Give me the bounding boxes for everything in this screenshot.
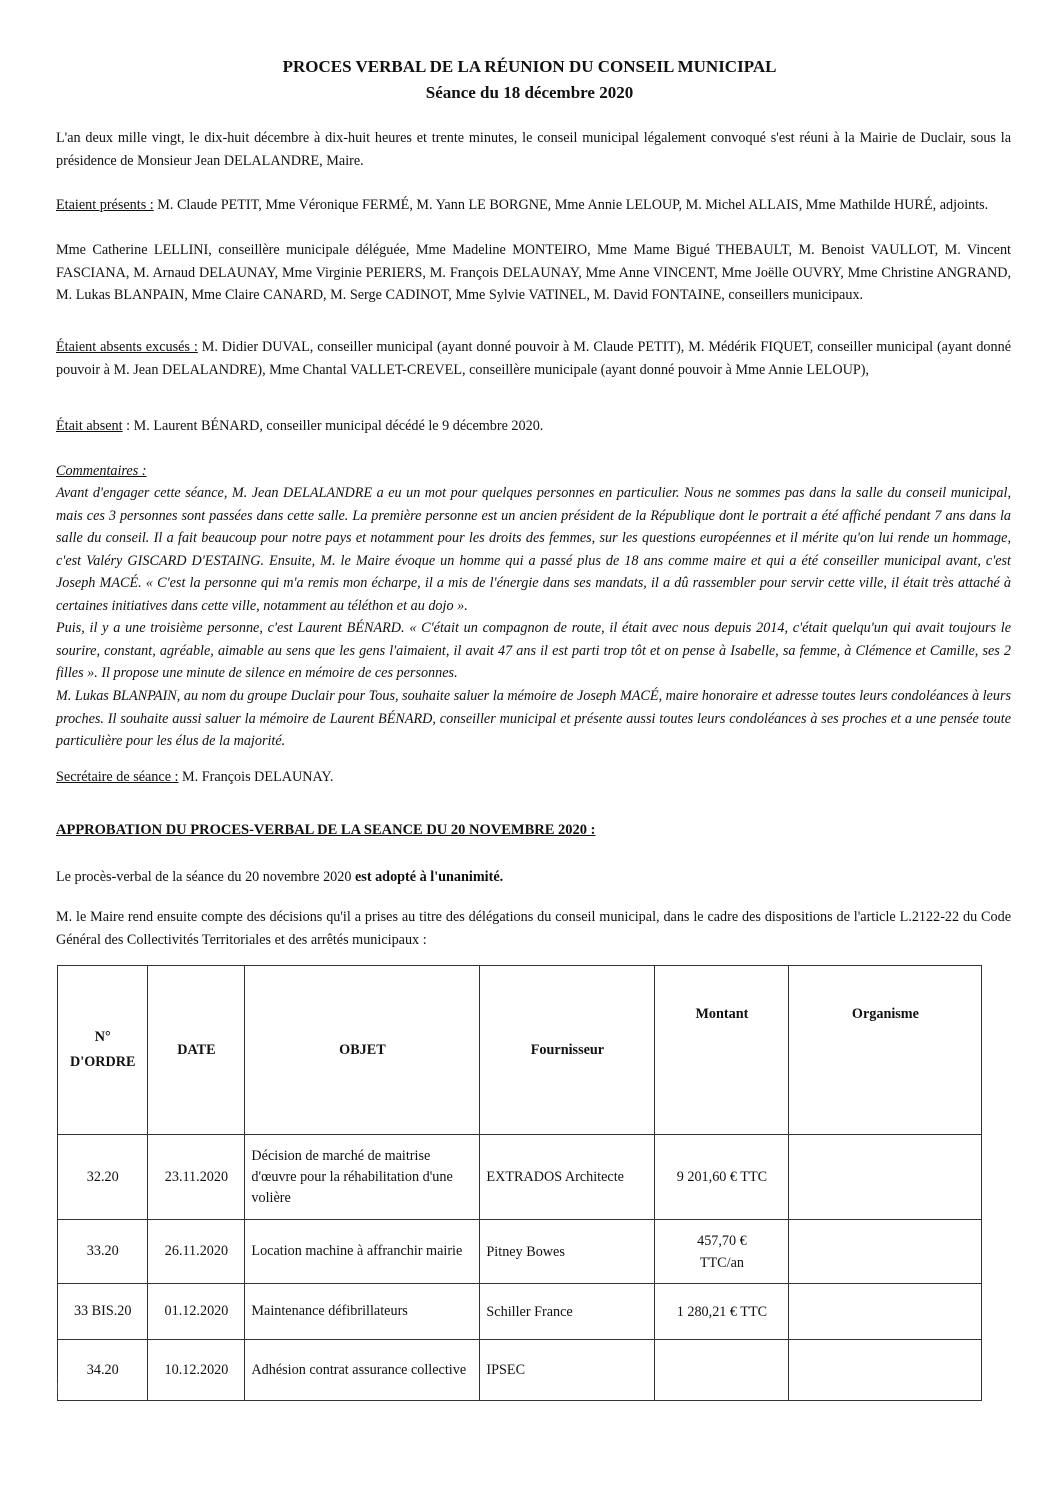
approbation-text: Le procès-verbal de la séance du 20 novembre 2020 — [56, 869, 355, 885]
absent-paragraph — [56, 415, 1011, 438]
header-objet: OBJET — [245, 966, 480, 1135]
cell-fournisseur: EXTRADOS Architecte — [480, 1135, 655, 1220]
commentaires-label — [56, 460, 1011, 483]
cell-fournisseur: Pitney Bowes — [480, 1220, 655, 1284]
cell-num: 33 BIS.20 — [58, 1284, 148, 1340]
header-num: N° D'ORDRE — [58, 966, 148, 1135]
decisions-intro: M. le Maire rend ensuite compte des décisions qu'il a prises au titre des délégations du conseil municipal, dans le cadre des dispositions de l'article L.2122-22 du Code Général des Collectivités Territoriales et des arrêtés municipaux : — [56, 909, 1011, 948]
table-row — [58, 1220, 982, 1284]
section-title: APPROBATION DU PROCES-VERBAL DE LA SEANCE DU 20 NOVEMBRE 2020 : — [56, 822, 596, 838]
header-montant: Montant — [655, 966, 789, 1135]
absent-label: Était absent — [56, 418, 123, 434]
secretaire-paragraph — [56, 766, 1011, 789]
table-row — [58, 1340, 982, 1401]
cell-objet: Location machine à affranchir mairie — [245, 1220, 480, 1284]
header-fournisseur: Fournisseur — [480, 966, 655, 1135]
cell-organisme — [789, 1284, 982, 1340]
commentaires-p1: Avant d'engager cette séance, M. Jean DELALANDRE a eu un mot pour quelques personnes en particulier. Nous ne sommes pas dans la salle du conseil municipal, mais ces 3 personnes sont passées dans cette salle. La première personne est un ancien président de la République dont le portrait a été affiché pendant 7 ans dans la salle du conseil. Il a fait beaucoup pour notre pays et notamment pour les droits des femmes, sur les questions européennes et il mérite qu'on lui rende un hommage, c'est Valéry GISCARD D'ESTAING. Ensuite, M. le Maire évoque un homme qui a passé plus de 18 ans comme maire et qui a été conseiller municipal avant, c'est Joseph MACÉ. « C'est la personne qui m'a remis mon écharpe, il a mis de l'énergie dans ses mandats, il a dû rassembler pour servir cette ville, il était très attaché à certaines initiatives dans cette ville, notamment au téléthon et au dojo ». — [56, 485, 1011, 614]
cell-montant: 457,70 € TTC/an — [655, 1220, 789, 1284]
cell-date: 26.11.2020 — [148, 1220, 245, 1284]
header-organisme: Organisme — [789, 966, 982, 1135]
presents-conseillers: Mme Catherine LELLINI, conseillère municipale déléguée, Mme Madeline MONTEIRO, Mme Mame Bigué THEBAULT, M. Benoist VAULLOT, M. Vincent FASCIANA, M. Arnaud DELAUNAY, Mme Virginie PERIERS, M. François DELAUNAY, Mme Anne VINCENT, Mme Joëlle OUVRY, Mme Christine ANGRAND, M. Lukas BLANPAIN, Mme Claire CANARD, M. Serge CADINOT, Mme Sylvie VATINEL, M. David FONTAINE, conseillers municipaux. — [56, 242, 1011, 303]
intro-paragraph: L'an deux mille vingt, le dix-huit décembre à dix-huit heures et trente minutes, le conseil municipal légalement convoqué s'est réuni à la Mairie de Duclair, sous la présidence de Monsieur Jean DELALANDRE, Maire. — [56, 130, 1011, 169]
commentaires-p3: M. Lukas BLANPAIN, au nom du groupe Duclair pour Tous, souhaite saluer la mémoire de Joseph MACÉ, maire honoraire et adresse toutes leurs condoléances à leurs proches. Il souhaite aussi saluer la mémoire de Laurent BÉNARD, conseiller municipal et présente aussi toutes leurs condoléances à ses proches et a une pensée toute particulière pour les élus de la majorité. — [56, 688, 1011, 749]
cell-montant: 1 280,21 € TTC — [655, 1284, 789, 1340]
secretaire-label: Secrétaire de séance : — [56, 769, 179, 785]
cell-num: 34.20 — [58, 1340, 148, 1401]
table-header-row — [58, 966, 982, 1135]
cell-num: 32.20 — [58, 1135, 148, 1220]
header-date: DATE — [148, 966, 245, 1135]
cell-organisme — [789, 1135, 982, 1220]
secretaire-text: M. François DELAUNAY. — [178, 769, 334, 785]
cell-date: 01.12.2020 — [148, 1284, 245, 1340]
presents-adjoints: M. Claude PETIT, Mme Véronique FERMÉ, M. Yann LE BORGNE, Mme Annie LELOUP, M. Michel ALLAIS, Mme Mathilde HURÉ, adjoints. — [153, 197, 989, 213]
absent-text: : M. Laurent BÉNARD, conseiller municipal décédé le 9 décembre 2020. — [122, 418, 544, 434]
document-title: PROCES VERBAL DE LA RÉUNION DU CONSEIL MUNICIPAL — [282, 57, 777, 76]
cell-montant: 9 201,60 € TTC — [655, 1135, 789, 1220]
cell-objet: Adhésion contrat assurance collective — [245, 1340, 480, 1401]
cell-date: 23.11.2020 — [148, 1135, 245, 1220]
commentaires-p2: Puis, il y a une troisième personne, c'est Laurent BÉNARD. « C'était un compagnon de route, il était avec nous depuis 2014, c'était quelqu'un qui avait toujours le sourire, constant, agréable, aimable au sens que les gens l'aimaient, il avait 47 ans il est parti trop tôt et on pense à Isabelle, sa femme, à Clémence et Camille, ses 2 filles ». Il propose une minute de silence en mémoire de ces personnes. — [56, 620, 1011, 681]
document-subtitle: Séance du 18 décembre 2020 — [425, 83, 634, 102]
table-row — [58, 1284, 982, 1340]
table-row — [58, 1135, 982, 1220]
excuses-paragraph — [56, 336, 1011, 381]
cell-objet: Maintenance défibrillateurs — [245, 1284, 480, 1340]
cell-organisme — [789, 1340, 982, 1401]
cell-objet: Décision de marché de maitrise d'œuvre pour la réhabilitation d'une volière — [245, 1135, 480, 1220]
presents-paragraph — [56, 194, 1011, 217]
cell-fournisseur: IPSEC — [480, 1340, 655, 1401]
approbation-result: est adopté à l'unanimité. — [355, 869, 504, 885]
presents-label: Etaient présents : — [56, 197, 154, 213]
cell-organisme — [789, 1220, 982, 1284]
cell-num: 33.20 — [58, 1220, 148, 1284]
approbation-paragraph — [56, 866, 1011, 889]
cell-date: 10.12.2020 — [148, 1340, 245, 1401]
excuses-label: Étaient absents excusés : — [56, 339, 198, 355]
decisions-table — [57, 965, 982, 1401]
excuses-text: M. Didier DUVAL, conseiller municipal (ayant donné pouvoir à M. Claude PETIT), M. Médérik FIQUET, conseiller municipal (ayant donné pouvoir à M. Jean DELALANDRE), Mme Chantal VALLET-CREVEL, conseillère municipale (ayant donné pouvoir à Mme Annie LELOUP), — [56, 339, 1011, 378]
table-continuation-mark — [57, 1383, 59, 1393]
cell-montant — [655, 1340, 789, 1401]
commentaires-label-text: Commentaires : — [56, 463, 147, 479]
cell-fournisseur: Schiller France — [480, 1284, 655, 1340]
